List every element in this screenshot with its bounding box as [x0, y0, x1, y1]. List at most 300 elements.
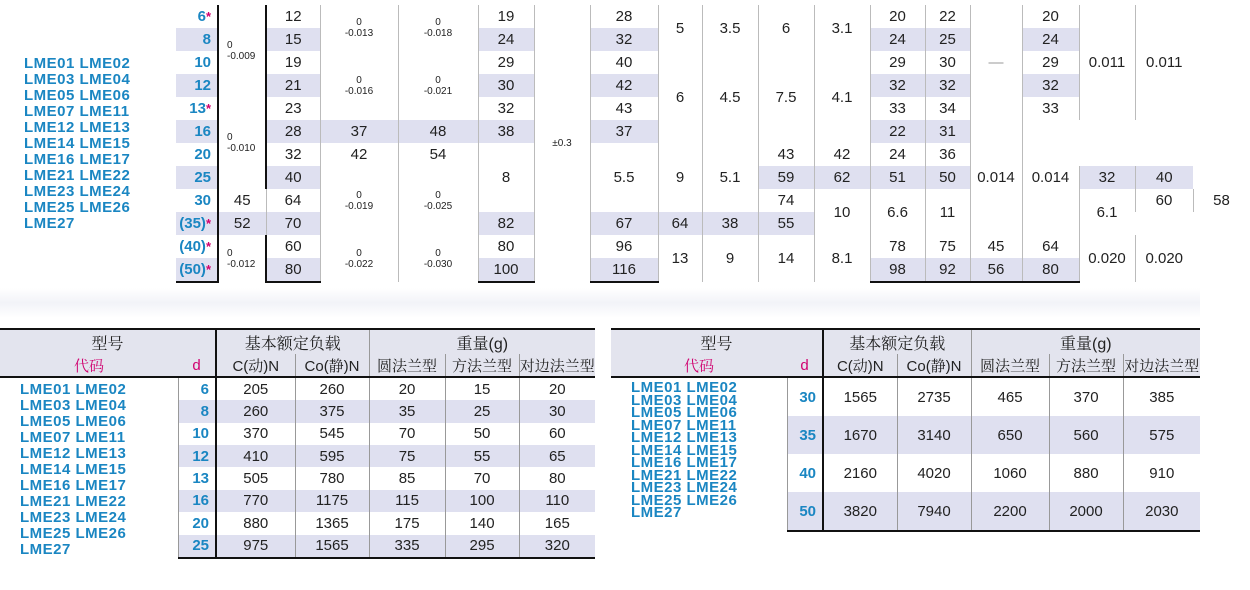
value-cell: 1365 [295, 512, 369, 534]
dim-cell: 30 [925, 51, 970, 74]
d-cell: 20 [178, 512, 216, 534]
dim-cell: 31 [925, 120, 970, 143]
value-cell: 70 [369, 423, 445, 445]
ecc-cell: 0.020 [1079, 235, 1135, 282]
dim-cell: 37 [590, 120, 658, 143]
part-code-line: LME21 LME22 [631, 466, 738, 484]
dim-cell: 9 [658, 143, 702, 212]
tolerance-upper: 0 [356, 74, 362, 86]
dim-cell: 36 [925, 143, 970, 166]
tolerance-pm: ±0.3 [534, 5, 590, 282]
dim-cell: 43 [758, 143, 814, 166]
round-flange-header: 圆法兰型 [971, 354, 1049, 377]
value-cell: 65 [519, 445, 595, 467]
dim-cell: 92 [925, 258, 970, 282]
d-cell [176, 28, 218, 51]
dim-cell: 29 [870, 51, 925, 74]
dim-cell: 6.6 [870, 189, 925, 235]
dim-cell: 82 [478, 212, 534, 235]
d-cell [176, 97, 218, 120]
value-cell: 595 [295, 445, 369, 467]
tolerance-cell [398, 166, 478, 235]
table-row [0, 74, 1250, 97]
tolerance-lower: -0.019 [344, 200, 374, 212]
value-cell: 7940 [897, 492, 971, 531]
c-dyn-header: C(动)N [823, 354, 897, 377]
dim-cell: 45 [970, 235, 1022, 258]
opposite-flange-header: 对边法兰型 [519, 354, 595, 377]
table-row [0, 5, 1250, 28]
dim-cell: 64 [658, 212, 702, 235]
value-cell: 410 [216, 445, 295, 467]
part-code-line: LME05 LME06 [20, 413, 127, 430]
dim-cell: 56 [970, 258, 1022, 282]
value-cell: 545 [295, 423, 369, 445]
tolerance-cell [398, 235, 478, 282]
tolerance-lower: -0.021 [423, 85, 453, 97]
dim-cell: 54 [398, 143, 478, 166]
part-code-line: LME05 LME06 [631, 404, 738, 421]
part-code-line: LME03 LME04 [20, 397, 127, 414]
dim-cell: 13 [658, 235, 702, 282]
part-code-line: LME07 LME11 [24, 102, 130, 120]
value-cell: 30 [519, 400, 595, 422]
dim-cell: 42 [814, 143, 870, 166]
value-cell: 1060 [971, 454, 1049, 492]
dim-cell: 116 [590, 258, 658, 282]
star-mark: * [205, 262, 211, 277]
part-code-line: LME05 LME06 [24, 86, 131, 104]
value-cell: 115 [369, 490, 445, 512]
tolerance-upper: 0 [227, 40, 233, 51]
value-cell: 4020 [897, 454, 971, 492]
tolerance-upper: 0 [227, 132, 233, 143]
d-cell: 35 [787, 416, 823, 454]
tolerance-cell [320, 235, 398, 282]
value-cell: 2000 [1049, 492, 1123, 531]
part-code-list [0, 5, 176, 282]
dim-cell: 75 [925, 235, 970, 258]
value-cell: 335 [369, 535, 445, 558]
square-flange-header: 方法兰型 [1049, 354, 1123, 377]
d-cell [176, 120, 218, 143]
d-header: d [787, 354, 823, 377]
dim-cell: 28 [266, 120, 320, 143]
dim-cell: 3.1 [814, 5, 870, 51]
tolerance-cell [320, 51, 398, 120]
dim-cell: 45 [218, 189, 266, 212]
dim-cell: 19 [266, 51, 320, 74]
square-flange-header: 方法兰型 [445, 354, 519, 377]
dim-cell: 98 [870, 258, 925, 282]
dim-cell: 33 [1022, 97, 1079, 120]
c-dyn-header: C(动)N [216, 354, 295, 377]
part-code-line: LME25 LME26 [20, 525, 127, 542]
dim-cell: 7.5 [758, 51, 814, 143]
d-cell [176, 235, 218, 258]
tolerance-cell [218, 97, 266, 189]
value-cell: 375 [295, 400, 369, 422]
part-code-line: LME01 LME02 [24, 54, 131, 72]
d-value: 10 [194, 54, 211, 71]
tolerance-upper: 0 [356, 189, 362, 201]
table-row [611, 377, 1200, 416]
d-cell [176, 143, 218, 166]
d-cell: 16 [178, 490, 216, 512]
dim-cell: 32 [1079, 166, 1135, 189]
code-header: 代码 [611, 354, 787, 377]
dim-cell: 15 [266, 28, 320, 51]
dim-cell: 14 [758, 235, 814, 282]
dash-cell: — [970, 5, 1022, 120]
dim-cell: 80 [478, 235, 534, 258]
d-header: d [178, 354, 216, 377]
dim-cell: 55 [758, 212, 814, 235]
tolerance-upper: 0 [356, 17, 362, 28]
d-cell: 50 [787, 492, 823, 531]
dim-cell: 5.5 [590, 143, 658, 212]
tolerance-lower: -0.010 [227, 143, 256, 154]
dim-cell: 58 [1193, 189, 1250, 212]
dim-cell: 38 [478, 120, 534, 143]
dim-cell: 42 [590, 74, 658, 97]
tolerance-upper: 0 [435, 247, 441, 259]
dim-cell: 29 [1022, 51, 1079, 74]
value-cell: 880 [1049, 454, 1123, 492]
co-static-header: Co(静)N [295, 354, 369, 377]
part-code-line: LME23 LME24 [24, 182, 131, 200]
d-cell [176, 166, 218, 189]
table-row [0, 97, 1250, 120]
ecc-cell: 0.011 [1079, 5, 1135, 120]
star-mark: * [205, 216, 211, 231]
value-cell: 770 [216, 490, 295, 512]
dim-cell: 8.1 [814, 235, 870, 282]
part-code-line: LME27 [24, 214, 75, 232]
value-cell: 140 [445, 512, 519, 534]
value-cell: 295 [445, 535, 519, 558]
dim-cell: 32 [870, 74, 925, 97]
tolerance-cell [320, 5, 398, 51]
dim-cell: 33 [870, 97, 925, 120]
dim-cell: 4.1 [814, 51, 870, 143]
d-value: 30 [194, 192, 211, 209]
dim-cell: 4.5 [702, 51, 758, 143]
value-cell: 2735 [897, 377, 971, 416]
ecc-cell: 0.011 [1135, 5, 1193, 120]
d-cell: 6 [178, 377, 216, 400]
star-mark: * [205, 9, 211, 24]
value-cell: 55 [445, 445, 519, 467]
ecc-cell: 0.020 [1135, 235, 1193, 282]
dim-cell: 11 [925, 189, 970, 235]
part-code-list [0, 377, 178, 558]
dim-cell: 60 [1135, 189, 1193, 212]
code-header: 代码 [0, 354, 178, 377]
tolerance-lower: -0.022 [344, 258, 374, 270]
value-cell: 100 [445, 490, 519, 512]
value-cell: 110 [519, 490, 595, 512]
value-cell: 3820 [823, 492, 897, 531]
value-cell: 60 [519, 423, 595, 445]
tolerance-cell [218, 235, 266, 282]
value-cell: 15 [445, 377, 519, 400]
table-row [0, 28, 1250, 51]
table-row [0, 377, 595, 400]
part-code-line: LME25 LME26 [24, 198, 131, 216]
part-code-list [611, 377, 787, 531]
tolerance-lower: -0.030 [423, 258, 453, 270]
value-cell: 650 [971, 416, 1049, 454]
value-cell: 370 [1049, 377, 1123, 416]
tolerance-lower: -0.018 [423, 28, 453, 39]
dim-cell: 3.5 [702, 5, 758, 51]
part-code-line: LME27 [631, 504, 682, 521]
dim-cell: 24 [478, 28, 534, 51]
model-header: 型号 [611, 329, 823, 354]
d-value: 25 [194, 169, 211, 186]
value-cell: 85 [369, 467, 445, 489]
part-code-line: LME12 LME13 [20, 445, 127, 462]
dim-cell: 25 [925, 28, 970, 51]
table-row [0, 120, 1250, 143]
load-weight-table-right [611, 328, 1200, 532]
tolerance-upper: 0 [435, 74, 441, 86]
dim-cell: 62 [814, 166, 870, 189]
d-cell: 10 [178, 423, 216, 445]
d-cell: 12 [178, 445, 216, 467]
part-code-line: LME12 LME13 [631, 429, 738, 446]
value-cell: 50 [445, 423, 519, 445]
value-cell: 465 [971, 377, 1049, 416]
dim-cell: 50 [925, 166, 970, 189]
d-cell: 30 [787, 377, 823, 416]
value-cell: 2200 [971, 492, 1049, 531]
dim-cell: 29 [478, 51, 534, 74]
dim-cell: 64 [266, 189, 320, 212]
dim-cell: 6.1 [1079, 189, 1135, 235]
d-cell [176, 212, 218, 235]
star-mark: * [205, 101, 211, 116]
value-cell: 385 [1123, 377, 1200, 416]
tolerance-lower: -0.016 [344, 85, 374, 97]
ecc-cell: 0.014 [970, 120, 1022, 235]
table-row [0, 51, 1250, 74]
d-value: 12 [194, 77, 211, 94]
value-cell: 880 [243, 514, 269, 532]
tolerance-cell [320, 166, 398, 235]
part-code-line: LME16 LME17 [20, 477, 127, 494]
dim-cell: 6 [758, 5, 814, 51]
value-cell: 505 [243, 470, 269, 488]
weight-header: 重量(g) [971, 329, 1200, 354]
tolerance-lower: -0.013 [344, 28, 374, 39]
part-code-line: LME14 LME15 [24, 134, 131, 152]
part-code-line: LME16 LME17 [631, 454, 738, 471]
dim-cell: 6 [658, 51, 702, 143]
dim-cell: 10 [814, 189, 870, 235]
dim-cell: 74 [758, 189, 814, 212]
value-cell: 575 [1123, 416, 1200, 454]
dim-cell: 22 [870, 120, 925, 143]
d-value: 6 [197, 8, 206, 25]
value-cell: 205 [243, 380, 269, 398]
dim-cell: 60 [266, 235, 320, 258]
dim-cell: 24 [1022, 28, 1079, 51]
tolerance-upper: 0 [435, 189, 441, 201]
part-code-line: LME07 LME11 [631, 416, 737, 434]
part-code-line: LME25 LME26 [631, 491, 738, 509]
value-cell: 1565 [295, 535, 369, 558]
table-row [0, 258, 1250, 282]
dim-cell: 23 [266, 97, 320, 120]
d-cell: 40 [787, 454, 823, 492]
dim-cell: 48 [398, 120, 478, 143]
part-code-line: LME07 LME11 [20, 429, 126, 446]
value-cell: 2160 [843, 464, 877, 482]
value-cell: 25 [445, 400, 519, 422]
part-code-line: LME23 LME24 [631, 479, 738, 496]
dim-cell: 5 [658, 5, 702, 51]
star-mark: * [205, 239, 211, 254]
d-value: (35) [179, 215, 206, 232]
dim-cell: 22 [925, 5, 970, 28]
tolerance-lower: -0.025 [423, 200, 453, 212]
d-value: (40) [179, 238, 206, 255]
dimension-table [0, 5, 1250, 283]
co-static-header: Co(静)N [897, 354, 971, 377]
dim-cell: 78 [870, 235, 925, 258]
dim-cell: 37 [320, 120, 398, 143]
dim-cell: 42 [320, 143, 398, 166]
model-header: 型号 [0, 329, 216, 354]
dim-cell: 100 [478, 258, 534, 282]
part-code-line: LME01 LME02 [631, 379, 738, 396]
value-cell: 910 [1123, 454, 1200, 492]
load-header: 基本额定负载 [216, 329, 369, 354]
part-code-line: LME12 LME13 [24, 118, 131, 136]
dim-cell: 67 [590, 212, 658, 235]
part-code-line: LME21 LME22 [20, 493, 127, 510]
dim-cell: 21 [266, 74, 320, 97]
part-code-line: LME03 LME04 [24, 70, 131, 88]
value-cell: 75 [369, 445, 445, 467]
value-cell: 560 [1049, 416, 1123, 454]
value-cell: 35 [369, 400, 445, 422]
value-cell: 260 [295, 377, 369, 400]
tolerance-lower: -0.012 [227, 258, 256, 270]
tolerance-cell [218, 5, 266, 97]
d-value: (50) [179, 261, 206, 278]
dim-cell: 32 [925, 74, 970, 97]
dim-cell: 32 [1022, 74, 1079, 97]
part-code-line: LME01 LME02 [20, 381, 127, 398]
dim-cell: 24 [870, 28, 925, 51]
round-flange-header: 圆法兰型 [369, 354, 445, 377]
dim-cell: 20 [1022, 5, 1079, 28]
dim-cell: 5.1 [702, 143, 758, 212]
d-cell: 8 [178, 400, 216, 422]
dim-cell: 80 [266, 258, 320, 282]
dim-cell: 32 [266, 143, 320, 166]
value-cell: 1565 [843, 388, 877, 406]
tolerance-cell [398, 51, 478, 120]
dim-cell: 34 [925, 97, 970, 120]
d-cell [176, 74, 218, 97]
value-cell: 975 [216, 535, 295, 558]
tolerance-upper: 0 [356, 247, 362, 259]
value-cell: 780 [295, 467, 369, 489]
value-cell: 260 [216, 400, 295, 422]
faded-divider [0, 288, 1200, 318]
table-row [0, 235, 1250, 258]
dim-cell: 70 [266, 212, 320, 235]
dim-cell: 40 [590, 51, 658, 74]
value-cell: 70 [445, 467, 519, 489]
load-weight-table-left [0, 328, 595, 559]
dim-cell: 32 [590, 28, 658, 51]
dim-cell: 80 [1022, 258, 1079, 282]
part-code-line: LME27 [20, 541, 71, 558]
value-cell: 165 [519, 512, 595, 534]
dim-cell: 12 [266, 5, 320, 28]
d-cell [176, 5, 218, 28]
part-code-line: LME14 LME15 [20, 461, 127, 478]
dim-cell: 52 [218, 212, 266, 235]
opposite-flange-header: 对边法兰型 [1123, 354, 1200, 377]
tolerance-upper: 0 [435, 17, 441, 28]
part-code-line: LME14 LME15 [631, 441, 738, 459]
weight-header: 重量(g) [369, 329, 595, 354]
dim-cell: 43 [590, 97, 658, 120]
dim-cell: 40 [266, 166, 320, 189]
part-code-line: LME23 LME24 [20, 509, 127, 526]
ecc-cell: 0.014 [1022, 120, 1079, 235]
tolerance-cell [398, 5, 478, 51]
d-cell [176, 51, 218, 74]
dim-cell: 30 [478, 74, 534, 97]
value-cell: 370 [243, 425, 269, 443]
part-code-line: LME03 LME04 [631, 391, 738, 409]
value-cell: 320 [519, 535, 595, 558]
d-cell: 13 [178, 467, 216, 489]
dim-cell: 24 [870, 143, 925, 166]
value-cell: 20 [369, 377, 445, 400]
dim-cell: 28 [590, 5, 658, 28]
dim-cell: 38 [702, 212, 758, 235]
part-code-line: LME16 LME17 [24, 150, 131, 168]
d-value: 16 [194, 123, 211, 140]
d-value: 8 [202, 31, 211, 48]
d-value: 13 [189, 100, 206, 117]
d-cell [176, 258, 218, 282]
dim-cell: 51 [870, 166, 925, 189]
value-cell: 1175 [295, 490, 369, 512]
d-value: 20 [194, 146, 211, 163]
value-cell: 80 [519, 467, 595, 489]
tolerance-lower: -0.009 [227, 51, 256, 62]
dim-cell: 20 [870, 5, 925, 28]
part-code-line: LME21 LME22 [24, 166, 131, 184]
load-header: 基本额定负载 [823, 329, 971, 354]
d-cell: 25 [178, 535, 216, 558]
dim-cell: 8 [478, 143, 534, 212]
d-cell [176, 189, 218, 212]
dim-cell: 9 [702, 235, 758, 282]
value-cell: 1670 [823, 416, 897, 454]
value-cell: 175 [369, 512, 445, 534]
dim-cell: 64 [1022, 235, 1079, 258]
